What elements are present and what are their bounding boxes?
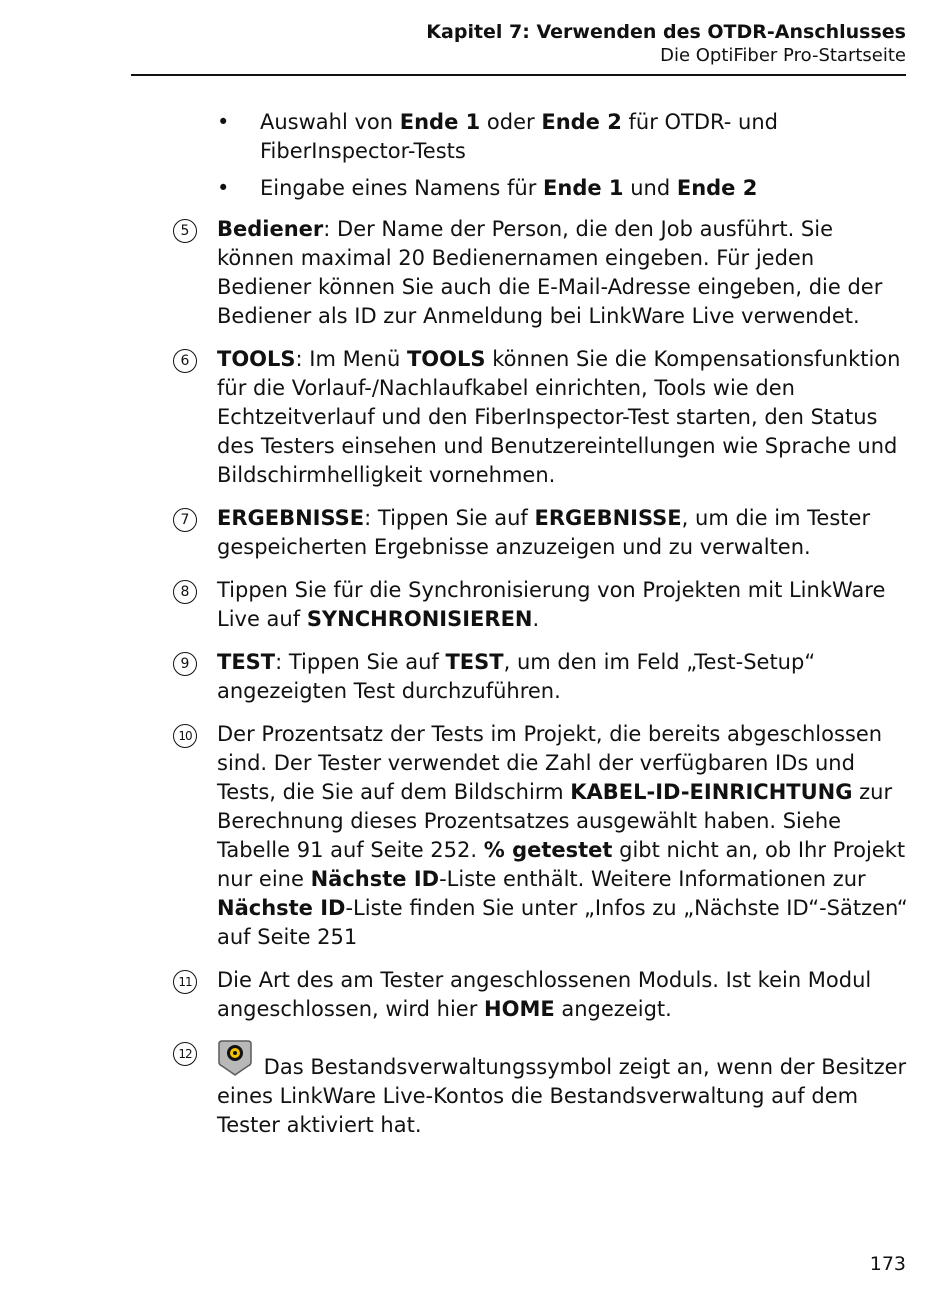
running-header: [426, 20, 906, 68]
header-rule: [131, 74, 906, 76]
callout-number: 10: [173, 724, 197, 748]
page-content: [165, 108, 910, 1154]
bullet-list: [165, 108, 910, 203]
callout-number: 5: [173, 219, 197, 243]
callout-item-10: 10 Der Prozentsatz der Tests im Projekt, die bereits abgeschlossen sind. Der Tester verwendet die Zahl der verfügbaren IDs und Tests, die Sie auf dem Bildschirm KABEL-ID-EINRICHTUNG zur Berechnung dieses Prozentsatzes ausgewählt haben. Siehe Tabelle 91 auf Seite 252. % getestet gibt nicht an, ob Ihr Projekt nur eine Nächste ID-Liste enthält. Weitere Informationen zur Nächste ID-Liste finden Sie unter „Infos zu „Nächste ID“-Sätzen“ auf Seite 251: [165, 720, 910, 952]
callout-item-9: 9 TEST: Tippen Sie auf TEST, um den im Feld „Test-Setup“ angezeigten Test durchzuführen.: [165, 648, 910, 706]
bullet-dot: •: [217, 110, 230, 134]
section-title: Die OptiFiber Pro-Startseite: [660, 45, 906, 66]
callout-number: 7: [173, 508, 197, 532]
callout-item-8: 8 Tippen Sie für die Synchronisierung von Projekten mit LinkWare Live auf SYNCHRONISIEREN.: [165, 576, 910, 634]
callout-item-7: 7 ERGEBNISSE: Tippen Sie auf ERGEBNISSE, um die im Tester gespeicherten Ergebnisse anzuzeigen und zu verwalten.: [165, 504, 910, 562]
callout-number: 9: [173, 652, 197, 676]
page-number: 173: [869, 1253, 906, 1275]
callout-item-5: 5 Bediener: Der Name der Person, die den Job ausführt. Sie können maximal 20 Bedienernamen eingeben. Für jeden Bediener können Sie auch die E-Mail-Adresse eingeben, die der Bediener als ID zur Anmeldung bei LinkWare Live verwendet.: [165, 215, 910, 331]
callout-number: 6: [173, 349, 197, 373]
bullet-item-end-selection: • Auswahl von Ende 1 oder Ende 2 für OTDR- und FiberInspector-Tests: [217, 110, 779, 163]
bullet-item-end-names: • Eingabe eines Namens für Ende 1 und Ende 2: [165, 174, 910, 203]
callout-number: 12: [173, 1042, 197, 1066]
bullet-dot: •: [217, 176, 230, 200]
callout-item-11: 11 Die Art des am Tester angeschlossenen Moduls. Ist kein Modul angeschlossen, wird hier HOME angezeigt.: [165, 966, 910, 1024]
callout-item-6: 6 TOOLS: Im Menü TOOLS können Sie die Kompensationsfunktion für die Vorlauf-/Nachlaufkabel einrichten, Tools wie den Echtzeitverlauf und den FiberInspector-Test starten, den Status des Testers einsehen und Benutzereintellungen wie Sprache und Bildschirmhelligkeit vornehmen.: [165, 345, 910, 490]
callout-item-12: 12 Das Bestandsverwaltungssymbol zeigt an, wenn der Besitzer eines LinkWare Live-Kontos die Bestandsverwaltung auf dem Tester aktiviert hat.: [165, 1038, 910, 1140]
callout-number: 8: [173, 580, 197, 604]
asset-tag-icon: [217, 1038, 253, 1078]
chapter-title: Kapitel 7: Verwenden des OTDR-Anschlusses: [426, 21, 906, 43]
callout-number: 11: [173, 970, 197, 994]
